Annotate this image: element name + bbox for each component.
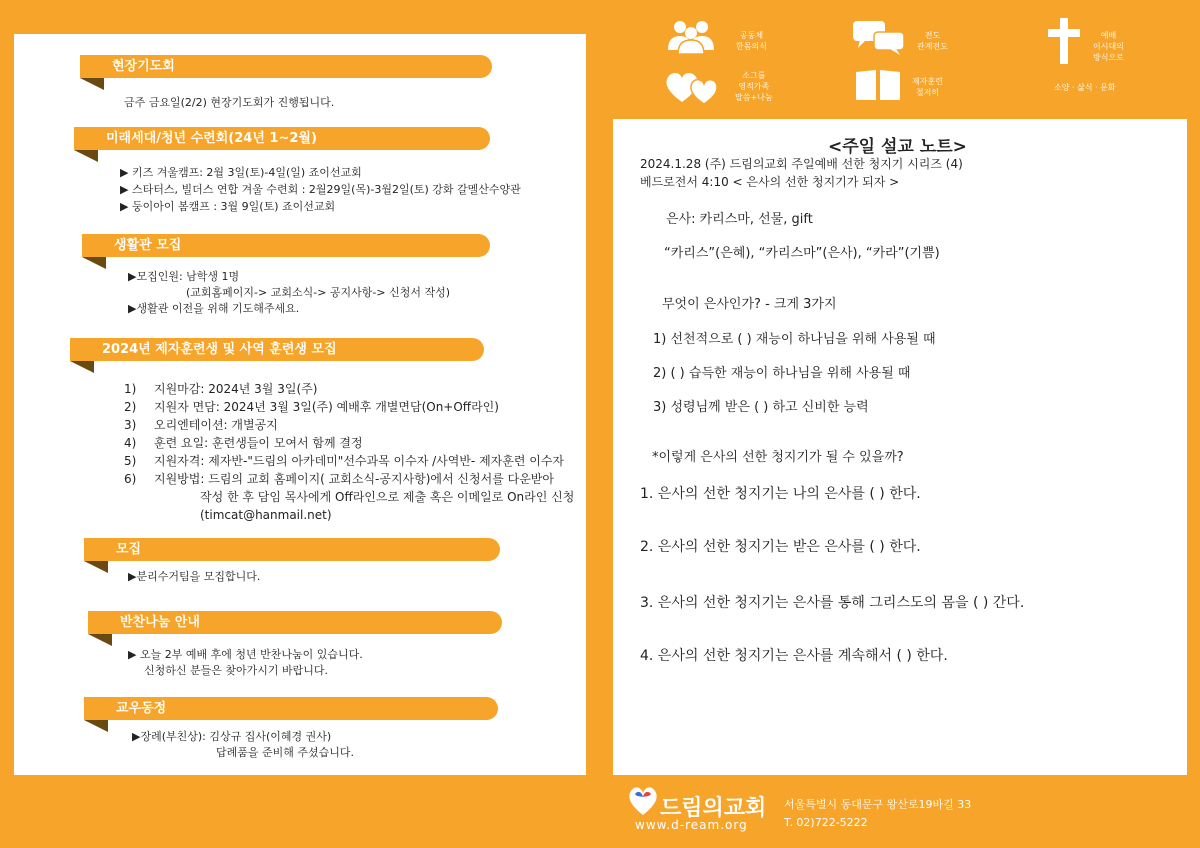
training-item bbox=[200, 488, 574, 506]
section-line: ▶ 키즈 겨울캠프: 2월 3일(토)-4일(일) 죠이선교회 bbox=[120, 166, 362, 179]
item-number: 2) bbox=[124, 400, 137, 414]
section-line: (교회홈페이지-> 교회소식-> 공지사항-> 신청서 작성) bbox=[186, 286, 451, 299]
section-line: ▶장례(부친상): 김상규 집사(이혜경 권사) bbox=[132, 730, 332, 743]
section-title: 모집 bbox=[84, 538, 500, 561]
question-3: 3. 은사의 선한 청지기는 은사를 통해 그리스도의 몸을 ( ) 간다. bbox=[640, 595, 1025, 611]
church-logo-icon bbox=[626, 784, 660, 818]
item-text: 훈련 요일: 훈련생들이 모여서 함께 결정 bbox=[154, 436, 363, 450]
tab-fold bbox=[80, 78, 104, 90]
email-link[interactable]: (timcat@hanmail.net) bbox=[200, 508, 332, 522]
tab-fold bbox=[82, 257, 106, 269]
sermon-scripture-line: 베드로전서 4:10 < 은사의 선한 청지기가 되자 > bbox=[640, 175, 900, 189]
address-line: 서울특별시 동대문구 왕산로19바길 33 bbox=[784, 798, 972, 811]
phone-line: T. 02)722-5222 bbox=[784, 816, 868, 829]
section-line: ▶ 스타터스, 빌더스 연합 겨울 수련회 : 2월29일(목)-3월2일(토) 강화 갈멜산수양관 bbox=[120, 183, 521, 196]
item-text: 지원자격: 제자반-"드림의 아카데미"선수과목 이수자 /사역반- 제자훈련 이수자 bbox=[154, 454, 565, 468]
church-url[interactable]: www.d-ream.org bbox=[635, 818, 748, 832]
item-number: 6) bbox=[124, 472, 137, 486]
section-header-retreat bbox=[74, 127, 490, 150]
cross-icon bbox=[1046, 18, 1082, 64]
section-header-sidedish bbox=[88, 611, 502, 634]
section-header-prayer bbox=[80, 55, 492, 78]
section-header-training bbox=[70, 338, 484, 361]
item-number: 1) bbox=[124, 382, 137, 396]
item-number: 5) bbox=[124, 454, 137, 468]
gift-definition: 은사: 카리스마, 선물, gift bbox=[666, 212, 813, 227]
item-text: 지원방법: 드림의 교회 홈페이지( 교회소식-공지사항)에서 신청서를 다운받아 bbox=[154, 472, 554, 486]
question-1: 1. 은사의 선한 청지기는 나의 은사를 ( ) 한다. bbox=[640, 486, 921, 502]
section-line: ▶분리수거팀을 모집합니다. bbox=[128, 570, 261, 583]
question-2: 2. 은사의 선한 청지기는 받은 은사를 ( ) 한다. bbox=[640, 539, 921, 555]
training-item bbox=[124, 470, 554, 488]
tab-fold bbox=[70, 361, 94, 373]
what-is-gift: 무엇이 은사인가? - 크게 3가지 bbox=[662, 297, 837, 312]
smallgroup-caption: 소그룹 영적가족 말씀+나눔 bbox=[735, 71, 773, 102]
evangelism-caption: 전도 관계전도 bbox=[917, 31, 948, 51]
section-title: 현장기도회 bbox=[80, 55, 492, 78]
section-header-dorm bbox=[82, 234, 490, 257]
hearts-icon bbox=[664, 68, 722, 106]
section-line: ▶ 오늘 2부 예배 후에 청년 반찬나눔이 있습니다. bbox=[128, 648, 363, 661]
item-number: 4) bbox=[124, 436, 137, 450]
greek-words: “카리스”(은혜), “카리스마”(은사), “카라”(기쁨) bbox=[664, 246, 940, 261]
how-question: *이렇게 은사의 선한 청지기가 될 수 있을까? bbox=[652, 450, 904, 465]
tab-fold bbox=[84, 561, 108, 573]
community-icon bbox=[664, 18, 718, 56]
training-item bbox=[124, 398, 499, 416]
item-text: 오리엔테이션: 개별공지 bbox=[154, 418, 278, 432]
section-title: 생활관 모집 bbox=[82, 234, 490, 257]
sermon-title: <주일 설교 노트> bbox=[828, 137, 967, 157]
tab-fold bbox=[74, 150, 98, 162]
tab-fold bbox=[84, 720, 108, 732]
section-line: 답례품을 준비해 주셨습니다. bbox=[216, 746, 355, 759]
section-title: 반찬나눔 안내 bbox=[88, 611, 502, 634]
training-item[interactable] bbox=[200, 506, 332, 524]
tab-fold bbox=[88, 634, 112, 646]
discipleship-caption: 제자훈련 철저히 bbox=[912, 77, 943, 97]
section-title: 2024년 제자훈련생 및 사역 훈련생 모집 bbox=[70, 338, 484, 361]
item-number: 3) bbox=[124, 418, 137, 432]
culture-caption: 소양 · 삶식 · 문화 bbox=[1054, 83, 1116, 92]
section-line: ▶생활관 이전을 위해 기도해주세요. bbox=[128, 302, 300, 315]
section-title: 미래세대/청년 수련회(24년 1~2월) bbox=[74, 127, 490, 150]
question-4: 4. 은사의 선한 청지기는 은사를 계속해서 ( ) 한다. bbox=[640, 648, 948, 664]
training-item bbox=[124, 416, 278, 434]
book-icon bbox=[854, 68, 902, 102]
section-header-members bbox=[84, 697, 498, 720]
community-caption: 공동체 한몸의식 bbox=[736, 31, 767, 51]
section-title: 교우동정 bbox=[84, 697, 498, 720]
point-2: 2) ( ) 습득한 재능이 하나님을 위해 사용될 때 bbox=[653, 366, 911, 381]
training-item bbox=[124, 434, 363, 452]
section-line: 금주 금요일(2/2) 현장기도회가 진행됩니다. bbox=[124, 96, 335, 109]
church-name: 드림의교회 bbox=[660, 796, 767, 821]
point-1: 1) 선천적으로 ( ) 재능이 하나님을 위해 사용될 때 bbox=[653, 332, 936, 347]
item-text: 지원마감: 2024년 3월 3일(주) bbox=[154, 382, 318, 396]
speech-bubbles-icon bbox=[852, 20, 906, 56]
training-item bbox=[124, 452, 564, 470]
church-address bbox=[784, 796, 971, 832]
section-line: ▶ 둥이아이 봄캠프 : 3월 9일(토) 죠이선교회 bbox=[120, 200, 336, 213]
section-line: 신청하신 분들은 찾아가시기 바랍니다. bbox=[144, 664, 329, 677]
item-text: 지원자 면담: 2024년 3월 3일(주) 예배후 개별면담(On+Off라인) bbox=[154, 400, 499, 414]
section-line: ▶모집인원: 남학생 1명 bbox=[128, 270, 240, 283]
sermon-date-line: 2024.1.28 (주) 드림의교회 주일예배 선한 청지기 시리즈 (4) bbox=[640, 157, 963, 171]
item-text: 작성 한 후 담임 목사에게 Off라인으로 제출 혹은 이메일로 On라인 신청 bbox=[200, 490, 575, 504]
worship-caption: 예배 이시대의 방식으로 bbox=[1093, 31, 1124, 62]
point-3: 3) 성령님께 받은 ( ) 하고 신비한 능력 bbox=[653, 400, 869, 415]
section-header-recruit bbox=[84, 538, 500, 561]
training-item bbox=[124, 380, 317, 398]
